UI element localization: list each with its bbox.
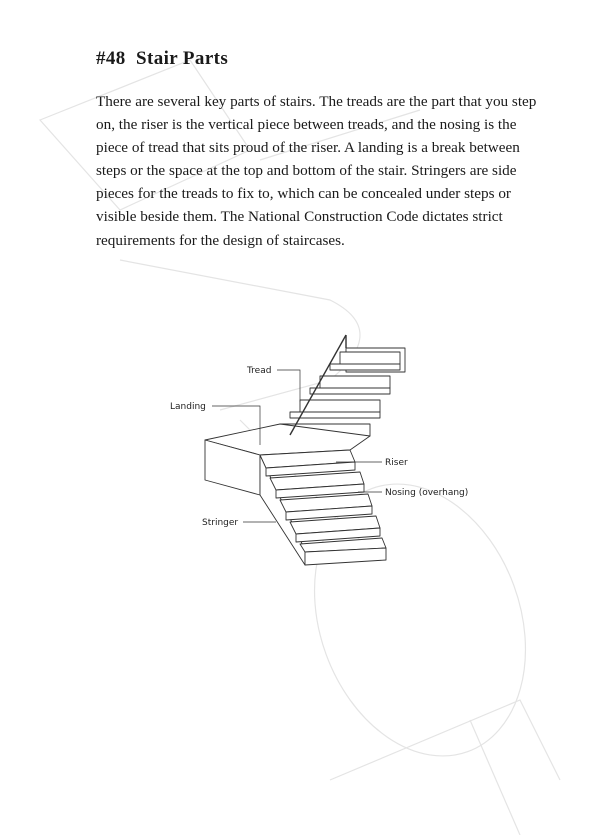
tread-label: Tread (247, 366, 272, 376)
stringer-label: Stringer (202, 518, 239, 528)
nosing-label: Nosing (overhang) (385, 488, 469, 498)
landing-label: Landing (170, 402, 206, 412)
riser-label: Riser (385, 458, 408, 468)
body-paragraph: There are several key parts of stairs. The treads are the part that you step on, the riser is the vertical piece between treads, and the nosing is the piece of tread that sits proud of the riser. A landing is a break between steps or the space at the top and bottom of the stair. Stringers are side pieces for the treads to fix to, which can be concealed under steps or visible beside them. The National Construction Code dictates strict requirements for the design of staircases. (96, 93, 537, 249)
page-title: #48 Stair Parts (96, 48, 229, 69)
stair-parts-diagram (150, 320, 490, 580)
